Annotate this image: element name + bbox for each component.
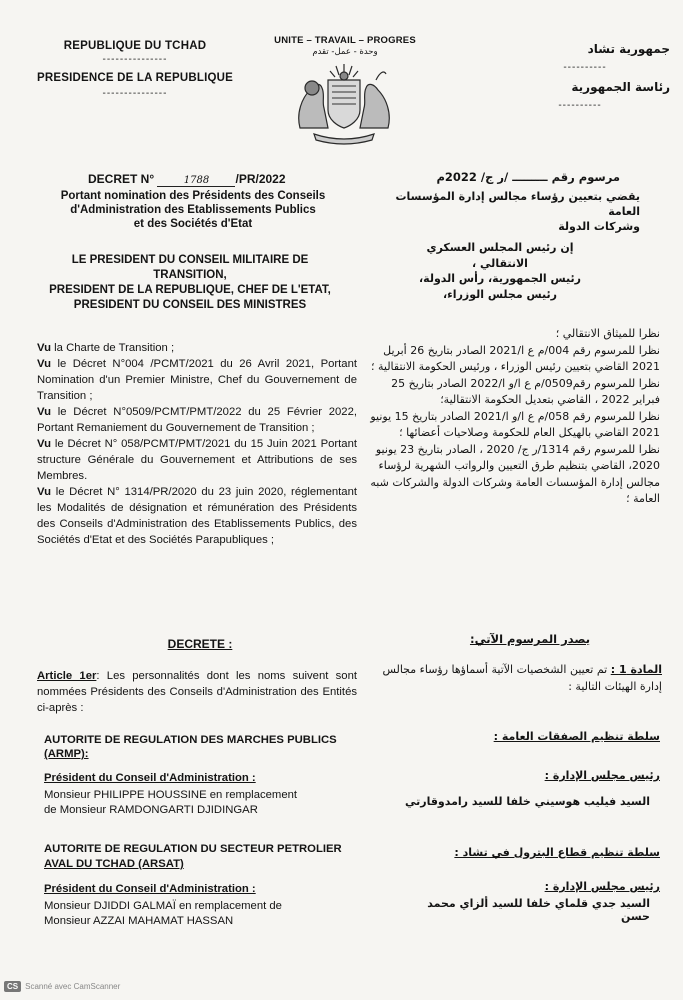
article-label-ar: المادة 1 : bbox=[610, 663, 662, 676]
watermark-text: Scanné avec CamScanner bbox=[25, 982, 121, 991]
visa-item bbox=[37, 404, 357, 436]
visa-text: le Décret N° 1314/PR/2020 du 23 juin 2020, réglementant les Modalités de désignation et rémunération des Présidents des Conseils d'Administration des Etablissements Publics, des Sociétés d'Etat et des Sociétés Parapubliques ; bbox=[37, 486, 357, 546]
visa-vu: Vu bbox=[37, 486, 52, 498]
scanner-watermark bbox=[4, 981, 120, 992]
entity-name-line: (ARMP): bbox=[44, 748, 89, 760]
appointment-line: Monsieur DJIDDI GALMAÏ en remplacement de bbox=[44, 900, 282, 912]
entity-1-name-ar: سلطة تنظيم الصفقات العامة : bbox=[493, 730, 660, 743]
visa-item bbox=[37, 484, 357, 548]
entity-2-role-ar: رئيس مجلس الإدارة : bbox=[544, 880, 660, 893]
visa-text: le Décret N°004 /PCMT/2021 du 26 Avril 2021, Portant Nomination d'un Premier Ministre, Chef du Gouvernement de Transition ; bbox=[37, 358, 357, 402]
entity-1-appointment bbox=[44, 788, 364, 818]
article-text-ar: تم تعيين الشخصيات الآتية أسماؤها رؤساء مجالس إدارة الهيئات التالية : bbox=[382, 663, 662, 693]
national-motto: UNITE – TRAVAIL – PROGRES bbox=[274, 35, 416, 46]
authority-fr bbox=[30, 253, 350, 313]
entity-name-line: AVAL DU TCHAD (ARSAT) bbox=[44, 858, 184, 870]
authority-ar-line: الانتقالي ، bbox=[472, 256, 528, 270]
authority-ar bbox=[400, 240, 600, 302]
decree-title-line: Portant nomination des Présidents des Conseils bbox=[60, 190, 326, 202]
entity-1-role: Président du Conseil d'Administration : bbox=[44, 772, 256, 784]
decree-number bbox=[88, 172, 328, 187]
appointment-line: Monsieur PHILIPPE HOUSSINE en remplacement bbox=[44, 789, 298, 801]
visa-vu: Vu bbox=[37, 358, 52, 370]
authority-line: PRESIDENT DE LA REPUBLIQUE, CHEF DE L'ETAT, bbox=[49, 284, 331, 296]
entity-1-appointment-ar: السيد فيليب هوسيني خلفا للسيد رامدوقارتي bbox=[404, 795, 650, 808]
article-1-ar bbox=[372, 662, 662, 695]
visa-vu: Vu bbox=[37, 438, 52, 450]
entity-1-name bbox=[44, 733, 364, 761]
visas-fr bbox=[37, 340, 357, 548]
decree-prefix: DECRET N° bbox=[88, 172, 155, 186]
entity-1-role-ar: رئيس مجلس الإدارة : bbox=[544, 769, 660, 782]
decree-title-line: d'Administration des Etablissements Publics bbox=[70, 204, 316, 216]
decree-title-ar-line: وشركات الدولة bbox=[558, 220, 640, 233]
visa-text: la Charte de Transition ; bbox=[51, 342, 175, 354]
authority-ar-line: رئيس مجلس الوزراء، bbox=[443, 287, 557, 301]
decree-title-ar-line: يقضي بتعيين رؤساء مجالس إدارة المؤسسات العامة bbox=[395, 190, 640, 218]
authority-ar-line: إن رئيس المجلس العسكري bbox=[426, 241, 574, 254]
visa-item bbox=[37, 436, 357, 484]
visa-ar-item: نظرا للمرسوم رقم 004/م ع ا/2021 الصادر بتاريخ 26 أبريل 2021 القاضي بتعيين رئيس الوزراء ، ورئيس الحكومة الانتقالية ؛ bbox=[371, 343, 660, 373]
visa-text: le Décret N° 058/PCMT/PMT/2021 du 15 Juin 2021 Portant structure Générale du Gouvernement et Attributions de ses Membres. bbox=[37, 438, 357, 482]
visa-item bbox=[37, 356, 357, 404]
visa-ar-item: نظرا للميثاق الانتقالي ؛ bbox=[555, 327, 660, 340]
separator-dots: --------------- bbox=[102, 88, 168, 99]
camscanner-badge-icon: CS bbox=[4, 981, 21, 992]
decree-title-line: et des Sociétés d'Etat bbox=[133, 218, 253, 230]
decree-number-ar: مرسوم رقم ـــــــــ /ر ج/ 2022م bbox=[436, 170, 620, 184]
decree-suffix: /PR/2022 bbox=[235, 172, 286, 186]
visas-ar bbox=[370, 326, 660, 508]
separator-dots: ---------- bbox=[558, 100, 602, 111]
visa-text: le Décret N°0509/PCMT/PMT/2022 du 25 Février 2022, Portant Remaniement du Gouvernement de Transition ; bbox=[37, 406, 357, 434]
decrete-heading-ar: يصدر المرسوم الآتي: bbox=[469, 632, 591, 646]
country-name-fr: REPUBLIQUE DU TCHAD bbox=[63, 40, 207, 52]
entity-2-appointment-ar: السيد جدي قلماي خلفا للسيد ألزاي محمد حسن bbox=[427, 897, 650, 923]
decree-title-fr bbox=[28, 189, 358, 231]
visa-ar-item: نظرا للمرسوم رقم0509/م ع ا/و ا/2022 الصادر بتاريخ 25 فبراير 2022 ، القاضي بتعديل الحكومة الانتقالية؛ bbox=[391, 376, 660, 406]
visa-item bbox=[37, 340, 357, 356]
decree-title-ar bbox=[380, 189, 640, 234]
entity-name-line: AUTORITE DE REGULATION DU SECTEUR PETROLIER bbox=[44, 843, 342, 855]
entity-2-name-ar: سلطة تنظيم قطاع البترول في تشاد : bbox=[454, 846, 660, 859]
entity-2-name bbox=[44, 842, 364, 872]
appointment-line: de Monsieur RAMDONGARTI DJIDINGAR bbox=[44, 804, 258, 816]
authority-line: TRANSITION, bbox=[153, 269, 227, 281]
article-1-fr bbox=[37, 668, 357, 716]
decrete-heading: DECRETE : bbox=[167, 637, 233, 651]
visa-vu: Vu bbox=[37, 342, 52, 354]
separator-dots: --------------- bbox=[102, 54, 168, 65]
visa-vu: Vu bbox=[37, 406, 52, 418]
visa-ar-item: نظرا للمرسوم رقم 058/م ع ا/و ا/2021 الصادر بتاريخ 15 يونيو 2021 القاضي بالهيكل العام للحكومة وصلاحيات أعضائها ؛ bbox=[370, 409, 660, 439]
authority-line: PRESIDENT DU CONSEIL DES MINISTRES bbox=[73, 299, 307, 311]
authority-ar-line: رئيس الجمهورية، رأس الدولة، bbox=[418, 272, 582, 285]
decree-number-handwritten: 1788 bbox=[157, 175, 235, 187]
entity-2-role: Président du Conseil d'Administration : bbox=[44, 883, 256, 895]
presidency-name-fr: PRESIDENCE DE LA REPUBLIQUE bbox=[36, 72, 234, 84]
authority-line: LE PRESIDENT DU CONSEIL MILITAIRE DE bbox=[71, 254, 309, 266]
country-name-ar: جمهورية تشاد bbox=[587, 42, 670, 56]
national-motto-ar: وحدة - عمل- تقدم bbox=[312, 47, 378, 57]
separator-dots: ---------- bbox=[563, 62, 607, 73]
article-text: : Les personnalités dont les noms suivent sont nommées Présidents des Conseils d'Administration des Entités ci-après : bbox=[37, 670, 357, 714]
appointment-line: Monsieur AZZAI MAHAMAT HASSAN bbox=[44, 915, 234, 927]
article-label: Article 1er bbox=[37, 670, 97, 682]
coat-of-arms-emblem bbox=[292, 58, 396, 146]
entity-2-appointment bbox=[44, 899, 364, 929]
entity-name-line: AUTORITE DE REGULATION DES MARCHES PUBLICS bbox=[44, 734, 337, 746]
presidency-name-ar: رئاسة الجمهورية bbox=[571, 80, 670, 94]
visa-ar-item: نظرا للمرسوم رقم 1314/ر ج/ 2020 ، الصادر بتاريخ 23 يونيو 2020، القاضي بتنظيم طرق التعيين والرواتب الشهرية لرؤساء مجالس إدارة المؤسسات العامة وشركات الدولة والشركات شبه العامة ؛ bbox=[370, 442, 660, 505]
